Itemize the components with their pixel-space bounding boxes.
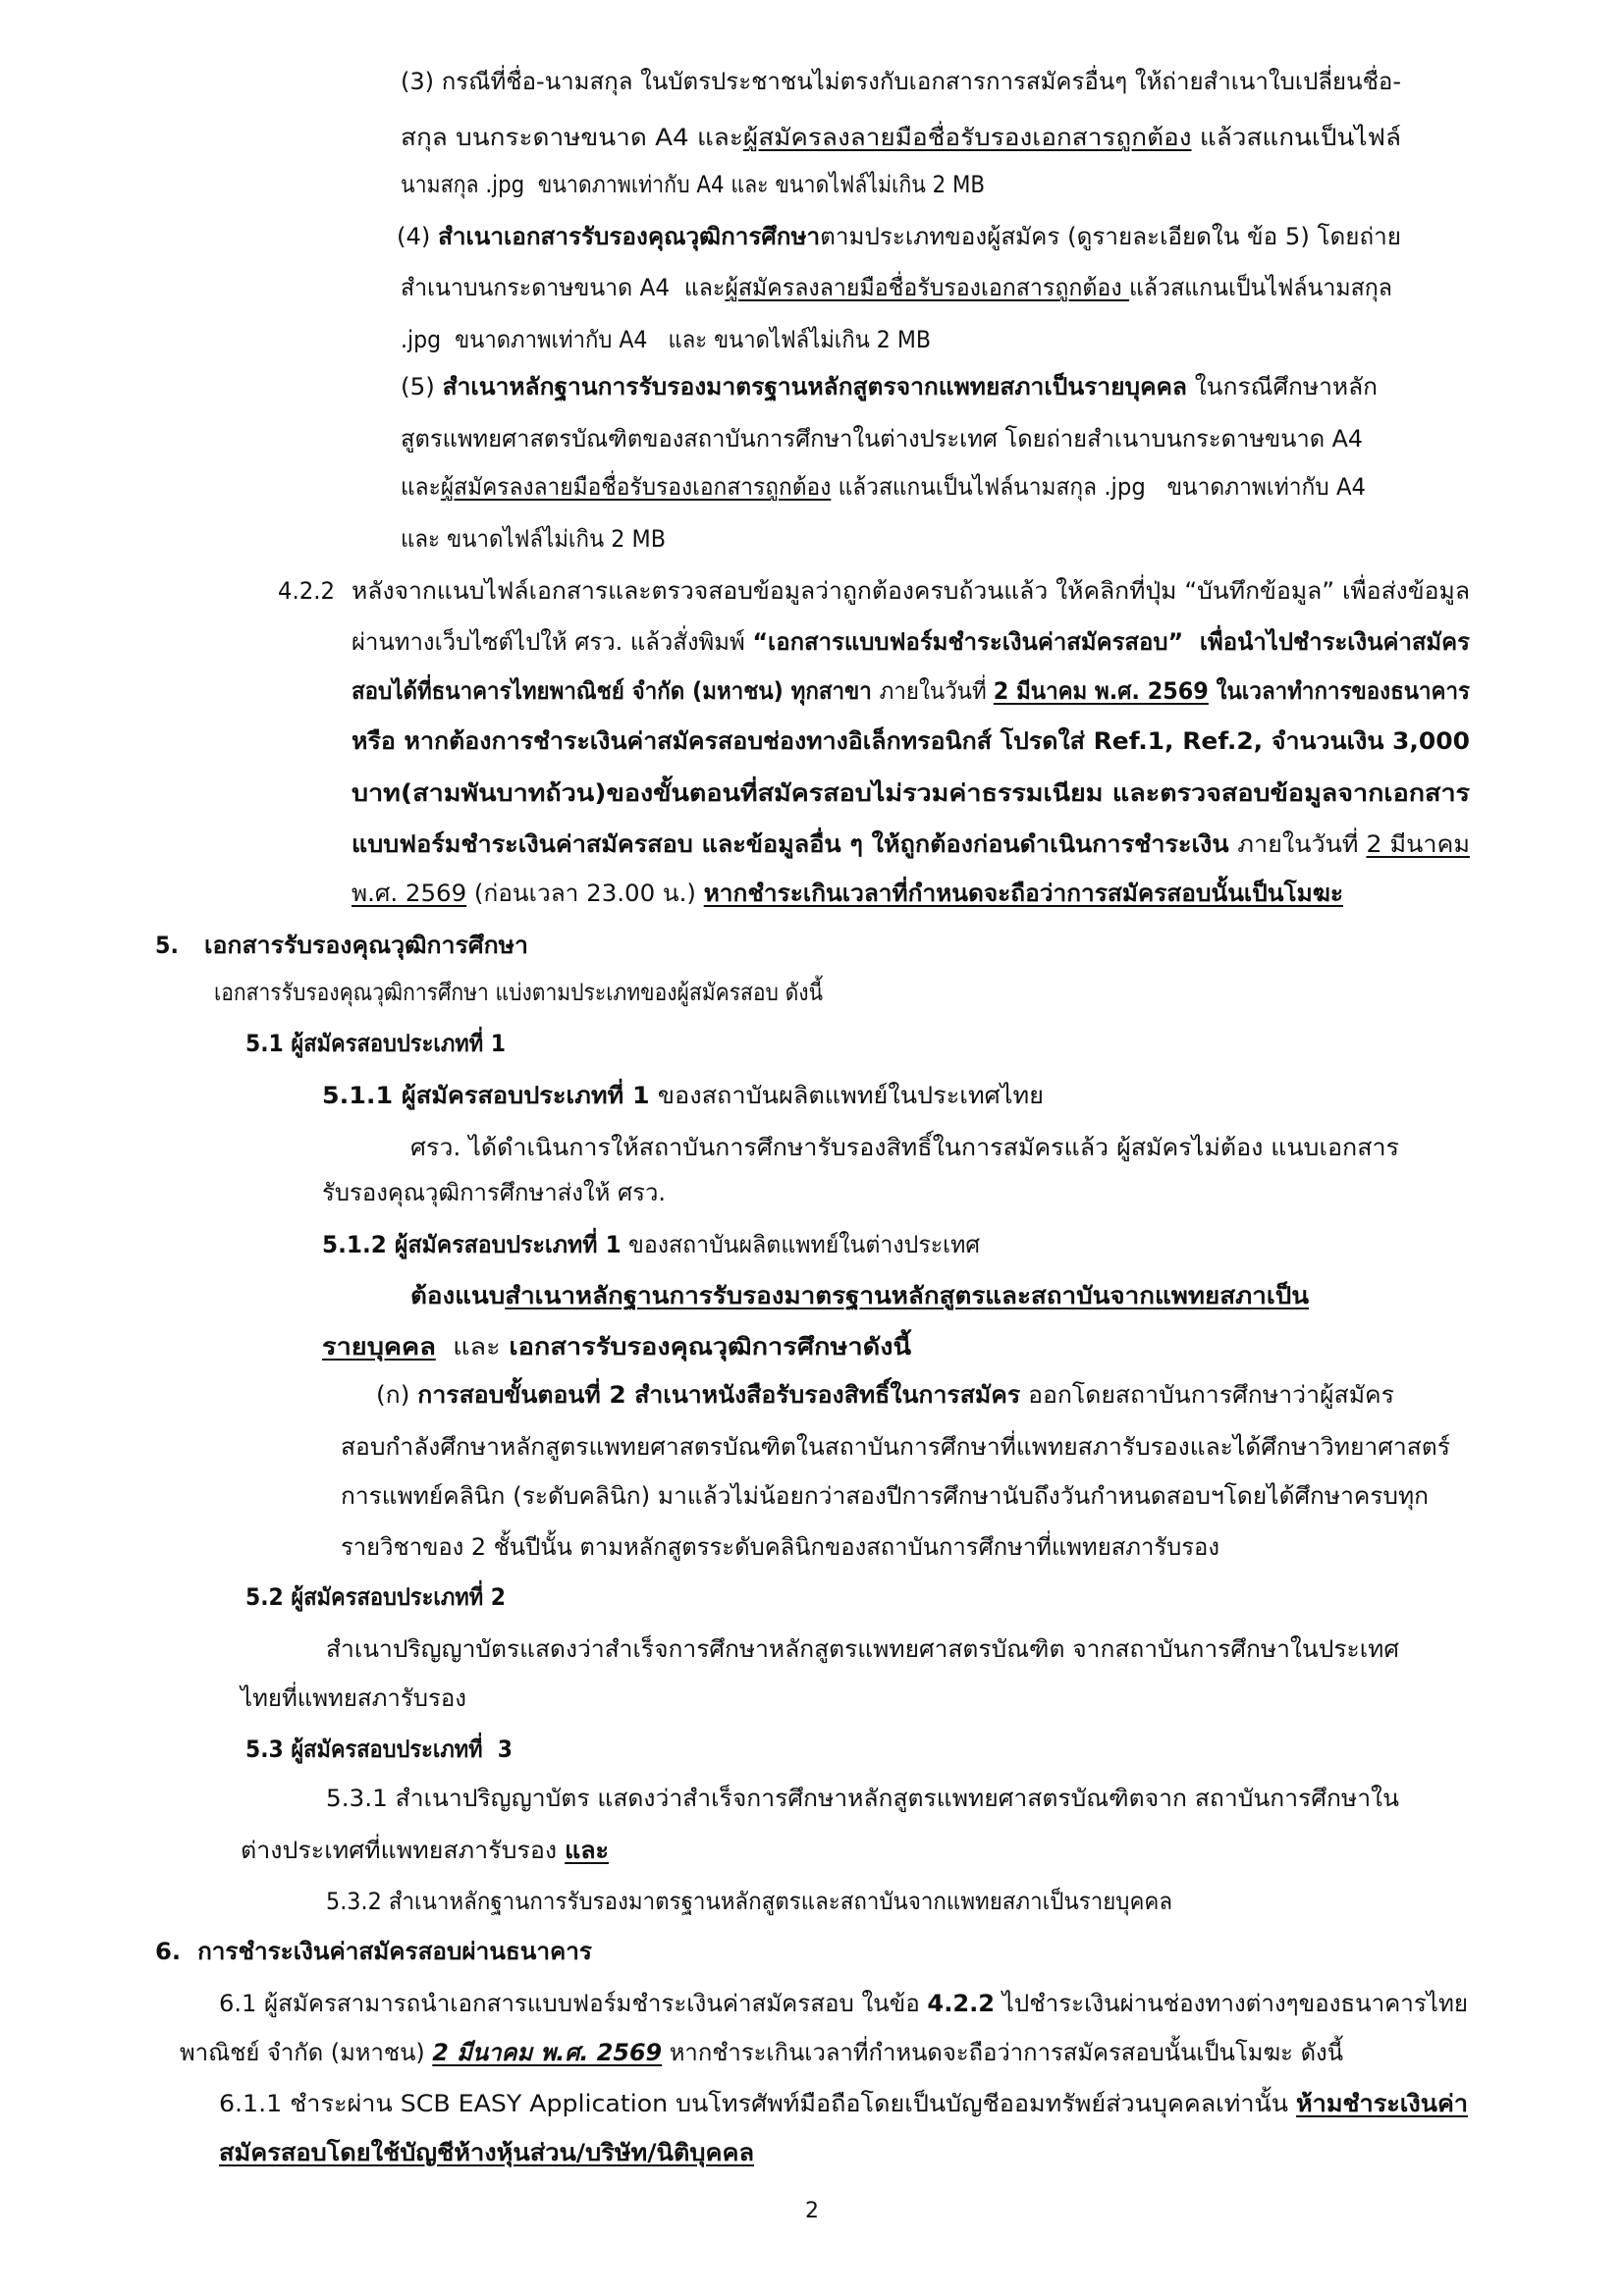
para-4-2-2-line-7 (352, 874, 1343, 913)
text-run: สำเนาบนกระดาษขนาด A4 และ (401, 274, 726, 301)
text-run: สกุล บนกระดาษขนาด A4 และ (401, 124, 743, 151)
text-run: ผ่านทางเว็บไซต์ไปให้ ศรว. แล้วสั่งพิมพ์ (352, 628, 753, 656)
item-ko-line-4 (341, 1527, 1225, 1567)
bold-text: ในเวลาทำการของธนาคาร (1208, 677, 1470, 705)
section-5-heading (204, 926, 528, 965)
underlined-text: ผู้สมัครลงลายมือชื่อรับรองเอกสารถูกต้อง (440, 473, 832, 501)
text-run: 6.1 ผู้สมัครสามารถนำเอกสารแบบฟอร์มชำระเงินค่าสมัครสอบ ในข้อ (219, 1990, 928, 2017)
text-run: รายวิชาของ 2 ชั้นปีนั้น ตามหลักสูตรระดับคลินิกของสถาบันการศึกษาที่แพทยสภารับรอง (341, 1533, 1219, 1561)
text-run: ตามประเภทของผู้สมัคร (ดูรายละเอียดใน ข้อ 5) โดยถ่าย (820, 223, 1401, 250)
section-6-1-1-line-2 (219, 2133, 754, 2172)
text-run: (5) (401, 373, 443, 400)
line-text (352, 721, 1470, 761)
section-5-1-2-body-1 (410, 1276, 1309, 1315)
bold-text: 5. (155, 932, 179, 959)
bold-text: เอกสารรับรองคุณวุฒิการศึกษา (204, 932, 528, 959)
text-run: (3) กรณีที่ชื่อ-นามสกุล ในบัตรประชาชนไม่ตรงกับเอกสารการสมัครอื่นๆ ให้ถ่ายสำเนาใบเปลี่ยนชื่อ- (401, 68, 1401, 95)
underlined-text: ห้ามชำระเงินค่า (1296, 2090, 1468, 2117)
line-text (410, 1128, 1399, 1167)
underlined-text: ผู้สมัครลงลายมือชื่อรับรองเอกสารถูกต้อง (725, 274, 1129, 301)
item-ko-line-2 (341, 1427, 1450, 1467)
line-text (352, 571, 1470, 611)
section-5-1-heading (245, 1024, 530, 1063)
text-run: 5.3.2 สำเนาหลักฐานการรับรองมาตรฐานหลักสูตรและสถาบันจากแพทยสภาเป็นรายบุคคล (326, 1888, 1172, 1915)
underlined-text: รายบุคคล (322, 1333, 436, 1361)
line-text (352, 774, 1470, 813)
section-5-3-2 (326, 1882, 1236, 1921)
text-run: ภายในวันที่ (1237, 830, 1367, 858)
bold-text: เอกสารรับรองคุณวุฒิการศึกษาดังนี้ (509, 1333, 911, 1361)
line-text (204, 926, 528, 965)
bold-text: 5.1.1 ผู้สมัครสอบประเภทที่ 1 (322, 1082, 650, 1109)
text-run: และ ขนาดไฟล์ไม่เกิน 2 MB (401, 525, 666, 553)
underlined-text: พ.ศ. 2569 (352, 880, 467, 907)
text-run: 5.3.1 สำเนาปริญญาบัตร แสดงว่าสำเร็จการศึกษาหลักสูตรแพทยศาสตรบัณฑิตจาก สถาบันการศึกษาใน (326, 1785, 1399, 1812)
text-run: รับรองคุณวุฒิการศึกษาส่งให้ ศรว. (322, 1179, 666, 1206)
item-4-line-2 (401, 268, 1429, 307)
section-5-number (155, 926, 181, 965)
underlined-text: ผู้สมัครลงลายมือชื่อรับรองเอกสารถูกต้อง (742, 124, 1192, 151)
para-4-2-2-line-4 (352, 721, 1470, 761)
item-5-line-4 (401, 519, 686, 559)
text-run: ไทยที่แพทยสภารับรอง (241, 1684, 466, 1712)
line-text (245, 1730, 513, 1769)
line-text (155, 926, 179, 965)
line-text (410, 1276, 1309, 1315)
bold-text: สำเนาเอกสารรับรองคุณวุฒิการศึกษา (438, 223, 821, 250)
text-run: แล้วสแกนเป็นไฟล์ (1191, 124, 1401, 151)
text-run: แล้วสแกนเป็นไฟล์นามสกุล .jpg ขนาดภาพเท่ากับ A4 (831, 473, 1366, 501)
text-run: หากชำระเกินเวลาที่กำหนดจะถือว่าการสมัครสอบนั้นเป็นโมฆะ ดังนี้ (662, 2039, 1343, 2066)
line-text (322, 1076, 1044, 1115)
item-ko-line-3 (341, 1476, 1429, 1516)
text-run: นามสกุล .jpg ขนาดภาพเท่ากับ A4 และ ขนาดไฟล์ไม่เกิน 2 MB (401, 171, 985, 198)
line-text (278, 571, 335, 611)
bold-text: 5.2 ผู้สมัครสอบประเภทที่ 2 (245, 1583, 506, 1611)
para-4-2-2-line-3 (352, 671, 1553, 711)
text-run: สูตรแพทยศาสตรบัณฑิตของสถาบันการศึกษาในต่างประเทศ โดยถ่ายสำเนาบนกระดาษขนาด A4 (401, 425, 1363, 453)
bold-text: หรือ หากต้องการชำระเงินค่าสมัครสอบช่องทางอิเล็กทรอนิกส์ โปรดใส่ Ref.1, Ref.2, จำนวนเงิน 3,000 (352, 727, 1470, 755)
text-run: ออกโดยสถาบันการศึกษาว่าผู้สมัคร (1020, 1381, 1394, 1409)
line-text (219, 2084, 1468, 2123)
line-text (322, 1173, 666, 1212)
line-text (352, 671, 1470, 711)
line-text (322, 1327, 911, 1366)
section-6-heading (155, 1932, 592, 1971)
line-text (401, 62, 1401, 101)
section-5-1-2-heading (322, 1225, 1004, 1264)
text-run: .jpg ขนาดภาพเท่ากับ A4 และ ขนาดไฟล์ไม่เกิน 2 MB (401, 326, 931, 353)
underlined-text: 2 มีนาคม (1366, 830, 1470, 858)
text-run: (ก) (376, 1381, 418, 1409)
section-6-1-line-2 (180, 2033, 1351, 2072)
text-run: ต่างประเทศที่แพทยสภารับรอง (241, 1837, 566, 1864)
text-run: 4.2.2 (278, 577, 335, 605)
bold-text: ต้องแนบ (410, 1282, 506, 1309)
text-run: แล้วสแกนเป็นไฟล์นามสกุล (1128, 274, 1392, 301)
text-run: ศรว. ได้ดำเนินการให้สถาบันการศึกษารับรองสิทธิ์ในการสมัครแล้ว ผู้สมัครไม่ต้อง แนบเอกสาร (410, 1134, 1399, 1161)
item-3-line-3 (401, 165, 1058, 204)
text-run: พาณิชย์ จำกัด (มหาชน) (180, 2039, 433, 2066)
item-ko-line-1 (376, 1375, 1394, 1415)
line-text (326, 1882, 1172, 1921)
line-text (326, 1779, 1399, 1818)
text-run: เอกสารรับรองคุณวุฒิการศึกษา แบ่งตามประเภทของผู้สมัครสอบ ดังนี้ (214, 979, 823, 1006)
text-run: (ก่อนเวลา 23.00 น.) (466, 880, 704, 907)
bold-text: 5.3 ผู้สมัครสอบประเภทที่ 3 (245, 1735, 513, 1763)
line-text (352, 622, 1470, 662)
line-text (352, 825, 1470, 864)
bold-text: การสอบขั้นตอนที่ 2 สำเนาหนังสือรับรองสิทธิ์ในการสมัคร (417, 1381, 1021, 1409)
bold-text: แบบฟอร์มชำระเงินค่าสมัครสอบ และข้อมูลอื่น ๆ ให้ถูกต้องก่อนดำเนินการชำระเงิน (352, 830, 1238, 858)
line-text (401, 519, 666, 559)
line-text (401, 467, 1366, 507)
bold-text: 6. การชำระเงินค่าสมัครสอบผ่านธนาคาร (155, 1938, 592, 1965)
item-4-line-3 (401, 320, 978, 359)
line-text (341, 1427, 1450, 1467)
item-3-line-2 (401, 118, 1401, 157)
text-run: สอบกำลังศึกษาหลักสูตรแพทยศาสตรบัณฑิตในสถาบันการศึกษาที่แพทยสภารับรองและได้ศึกษาวิทยาศาสตร์ (341, 1433, 1450, 1461)
line-text (397, 217, 1401, 256)
text-run: ของสถาบันผลิตแพทย์ในประเทศไทย (649, 1082, 1044, 1109)
bold-text: สำเนาหลักฐานการรับรองมาตรฐานหลักสูตรจากแพทยสภาเป็นรายบุคคล (442, 373, 1187, 400)
bold-text: 5.1 ผู้สมัครสอบประเภทที่ 1 (245, 1030, 506, 1057)
line-text (352, 874, 1343, 913)
underlined-text: หากชำระเกินเวลาที่กำหนดจะถือว่าการสมัครสอบนั้นเป็นโมฆะ (703, 880, 1343, 907)
item-3-line-1 (401, 62, 1399, 101)
section-5-3-1-line-2 (241, 1831, 609, 1870)
line-text (155, 1932, 592, 1971)
line-text (241, 1831, 609, 1870)
bold-text: สอบได้ที่ธนาคารไทยพาณิชย์ จำกัด (มหาชน) ทุกสาขา (352, 677, 880, 705)
underlined-text: 2 มีนาคม พ.ศ. 2569 (432, 2039, 663, 2066)
text-run: การแพทย์คลินิก (ระดับคลินิก) มาแล้วไม่น้อยกว่าสองปีการศึกษานับถึงวันกำหนดสอบฯโดยได้ศึกษาครบทุก (341, 1482, 1429, 1510)
item-5-line-3 (401, 467, 1419, 507)
line-text (241, 1679, 466, 1718)
section-5-2-body-2 (241, 1679, 466, 1718)
line-text (219, 1984, 1468, 2023)
underlined-text: สำเนาหลักฐานการรับรองมาตรฐานหลักสูตรและสถาบันจากแพทยสภาเป็น (505, 1282, 1309, 1309)
line-text (245, 1024, 506, 1063)
para-4-2-2-line-2 (352, 622, 1475, 662)
line-text (401, 165, 985, 204)
para-4-2-2-line-1 (352, 571, 1470, 611)
line-text (245, 1577, 506, 1617)
section-5-3-1-line-1 (326, 1779, 1399, 1818)
line-text (326, 1629, 1399, 1669)
section-5-1-1-heading (322, 1076, 1044, 1115)
section-6-1-line-1 (219, 1984, 1468, 2023)
section-number-4-2-2 (278, 571, 338, 611)
line-text (401, 118, 1401, 157)
text-run: ของสถาบันผลิตแพทย์ในต่างประเทศ (621, 1231, 980, 1258)
para-4-2-2-line-6 (352, 825, 1470, 864)
section-5-1-1-body-2 (322, 1173, 667, 1212)
underlined-text: สมัครสอบโดยใช้บัญชีห้างหุ้นส่วน/บริษัท/นิติบุคคล (219, 2139, 754, 2166)
underlined-text: 2 มีนาคม พ.ศ. 2569 (993, 677, 1209, 705)
bold-text: 4.2.2 (927, 1990, 996, 2017)
line-text (401, 419, 1363, 458)
text-run: หลังจากแนบไฟล์เอกสารและตรวจสอบข้อมูลว่าถูกต้องครบถ้วนแล้ว ให้คลิกที่ปุ่ม “บันทึกข้อมูล” เพื่อส่งข้อมูล (352, 577, 1470, 605)
line-text (214, 973, 823, 1012)
text-run: และ (401, 473, 441, 501)
section-5-1-2-body-2 (322, 1327, 911, 1366)
line-text (376, 1375, 1394, 1415)
line-text (180, 2033, 1343, 2072)
para-4-2-2-line-5 (352, 774, 1470, 813)
line-text (341, 1527, 1219, 1567)
item-5-line-1 (401, 367, 1378, 406)
section-5-intro (214, 973, 907, 1012)
item-4-line-1 (397, 217, 1401, 256)
bold-text: 5.1.2 ผู้สมัครสอบประเภทที่ 1 (322, 1231, 622, 1258)
line-text (341, 1476, 1429, 1516)
line-text (401, 268, 1392, 307)
text-run: ไปชำระเงินผ่านช่องทางต่างๆของธนาคารไทย (995, 1990, 1468, 2017)
text-run: และ (435, 1333, 510, 1361)
text-run: สำเนาปริญญาบัตรแสดงว่าสำเร็จการศึกษาหลักสูตรแพทยศาสตรบัณฑิต จากสถาบันการศึกษาในประเทศ (326, 1635, 1399, 1663)
item-5-line-2 (401, 419, 1375, 458)
text-run: ภายในวันที่ (879, 677, 994, 705)
section-5-1-1-body-1 (410, 1128, 1399, 1167)
page-number: 2 (805, 2199, 819, 2223)
text-run: (4) (397, 223, 439, 250)
section-6-1-1-line-1 (219, 2084, 1468, 2123)
bold-text: บาท(สามพันบาทถ้วน)ของขั้นตอนที่สมัครสอบไม่รวมค่าธรรมเนียม และตรวจสอบข้อมูลจากเอกสาร (352, 779, 1470, 807)
section-5-2-heading (245, 1577, 530, 1617)
section-5-2-body-1 (326, 1629, 1399, 1669)
underlined-text: และ (565, 1837, 609, 1864)
section-5-3-heading (245, 1730, 539, 1769)
line-text (219, 2133, 754, 2172)
text-run: 6.1.1 ชำระผ่าน SCB EASY Application บนโทรศัพท์มือถือโดยเป็นบัญชีออมทรัพย์ส่วนบุคคลเท่านั้น (219, 2090, 1297, 2117)
line-text (401, 367, 1378, 406)
bold-text: “เอกสารแบบฟอร์มชำระเงินค่าสมัครสอบ” เพื่อนำไปชำระเงินค่าสมัคร (752, 628, 1470, 656)
line-text (322, 1225, 980, 1264)
line-text (401, 320, 931, 359)
text-run: ในกรณีศึกษาหลัก (1186, 373, 1378, 400)
